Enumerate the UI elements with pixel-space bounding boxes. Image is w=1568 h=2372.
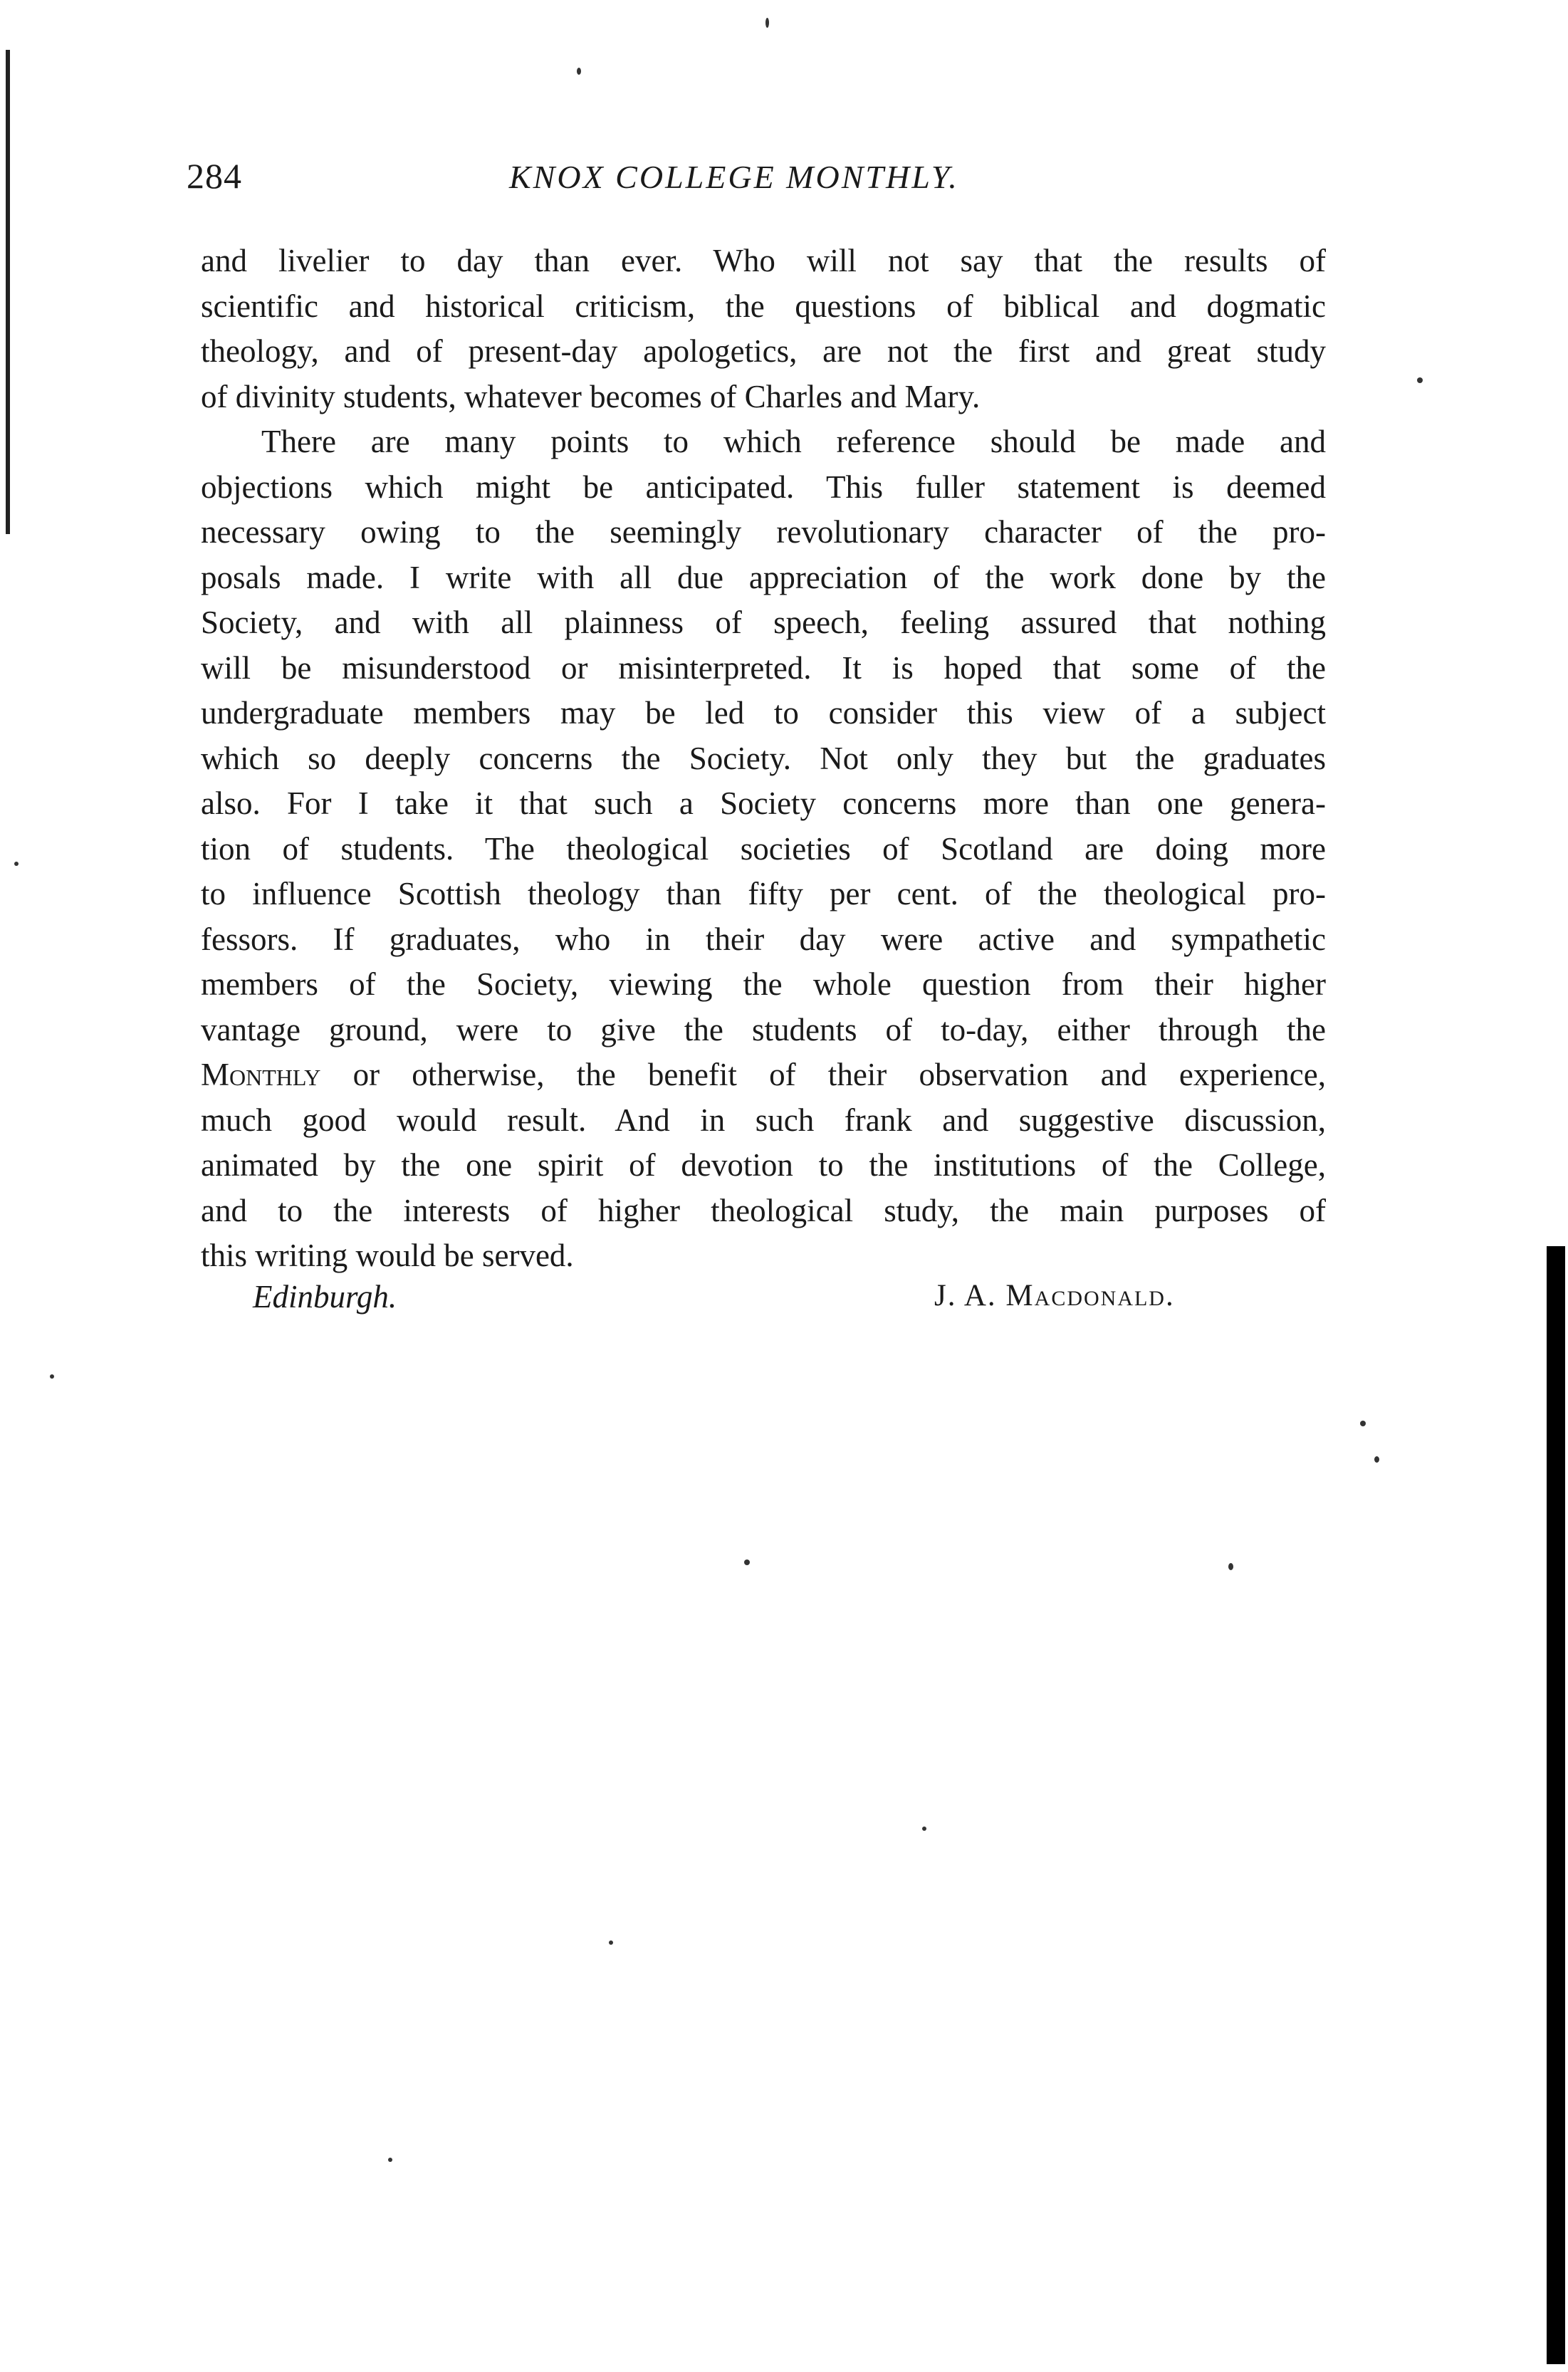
scan-speck bbox=[765, 18, 769, 28]
text-line: There are many points to which reference should be made and bbox=[261, 424, 1326, 459]
text-line: of divinity students, whatever becomes of Charles and Mary. bbox=[201, 378, 981, 414]
text-line-rest: or otherwise, the benefit of their observation and experience, bbox=[352, 1057, 1326, 1092]
text-line: necessary owing to the seemingly revolutionary character of the pro- bbox=[201, 514, 1326, 550]
text-line: tion of students. The theological societies of Scotland are doing more bbox=[201, 830, 1326, 867]
text-line: much good would result. And in such frank and suggestive discussion, bbox=[201, 1102, 1326, 1138]
text-line: vantage ground, were to give the students of to-day, either through the bbox=[201, 1011, 1326, 1047]
scan-speck bbox=[1417, 377, 1423, 383]
scan-speck bbox=[609, 1940, 613, 1945]
text-line: posals made. I write with all due appreciation of the work done by the bbox=[201, 559, 1326, 595]
scan-speck bbox=[744, 1559, 750, 1565]
text-line: animated by the one spirit of devotion to the institutions of the College, bbox=[201, 1147, 1326, 1183]
scan-speck bbox=[14, 862, 19, 866]
scan-speck bbox=[1228, 1563, 1233, 1570]
text-line bbox=[201, 1052, 1326, 1098]
monthly-word: Monthly bbox=[201, 1057, 321, 1092]
signature-name: J. A. Macdonald. bbox=[934, 1279, 1175, 1312]
body-text bbox=[201, 239, 1326, 1279]
text-line: objections which might be anticipated. This fuller statement is deemed bbox=[201, 469, 1326, 505]
text-line: Society, and with all plainness of speech, feeling assured that nothing bbox=[201, 605, 1326, 640]
text-line: undergraduate members may be led to consider this view of a subject bbox=[201, 695, 1326, 731]
text-line: scientific and historical criticism, the questions of biblical and dogmatic bbox=[201, 288, 1326, 324]
scan-speck bbox=[1360, 1421, 1366, 1426]
scan-speck bbox=[577, 68, 581, 75]
text-line: this writing would be served. bbox=[201, 1238, 574, 1273]
text-line: will be misunderstood or misinterpreted. It is hoped that some of the bbox=[201, 649, 1326, 686]
text-line: which so deeply concerns the Society. Not only they but the graduates bbox=[201, 740, 1326, 776]
text-line: to influence Scottish theology than fifty per cent. of the theological pro- bbox=[201, 876, 1326, 911]
scan-edge-right bbox=[1547, 1246, 1565, 2364]
signature-place: Edinburgh. bbox=[253, 1279, 397, 1315]
scan-speck bbox=[50, 1374, 54, 1379]
text-line: and livelier to day than ever. Who will not say that the results of bbox=[201, 243, 1326, 278]
scan-speck bbox=[1374, 1456, 1379, 1463]
running-head: KNOX COLLEGE MONTHLY. bbox=[509, 159, 959, 195]
scan-speck bbox=[922, 1827, 926, 1831]
text-line: theology, and of present-day apologetics, are not the first and great study bbox=[201, 333, 1326, 369]
text-line: also. For I take it that such a Society concerns more than one genera- bbox=[201, 785, 1326, 821]
scan-edge-left bbox=[6, 50, 10, 534]
page-number: 284 bbox=[187, 156, 242, 196]
text-line: and to the interests of higher theological study, the main purposes of bbox=[201, 1192, 1326, 1228]
text-line: fessors. If graduates, who in their day were active and sympathetic bbox=[201, 921, 1326, 957]
text-line: members of the Society, viewing the whole question from their higher bbox=[201, 966, 1326, 1002]
scan-speck bbox=[388, 2158, 392, 2162]
